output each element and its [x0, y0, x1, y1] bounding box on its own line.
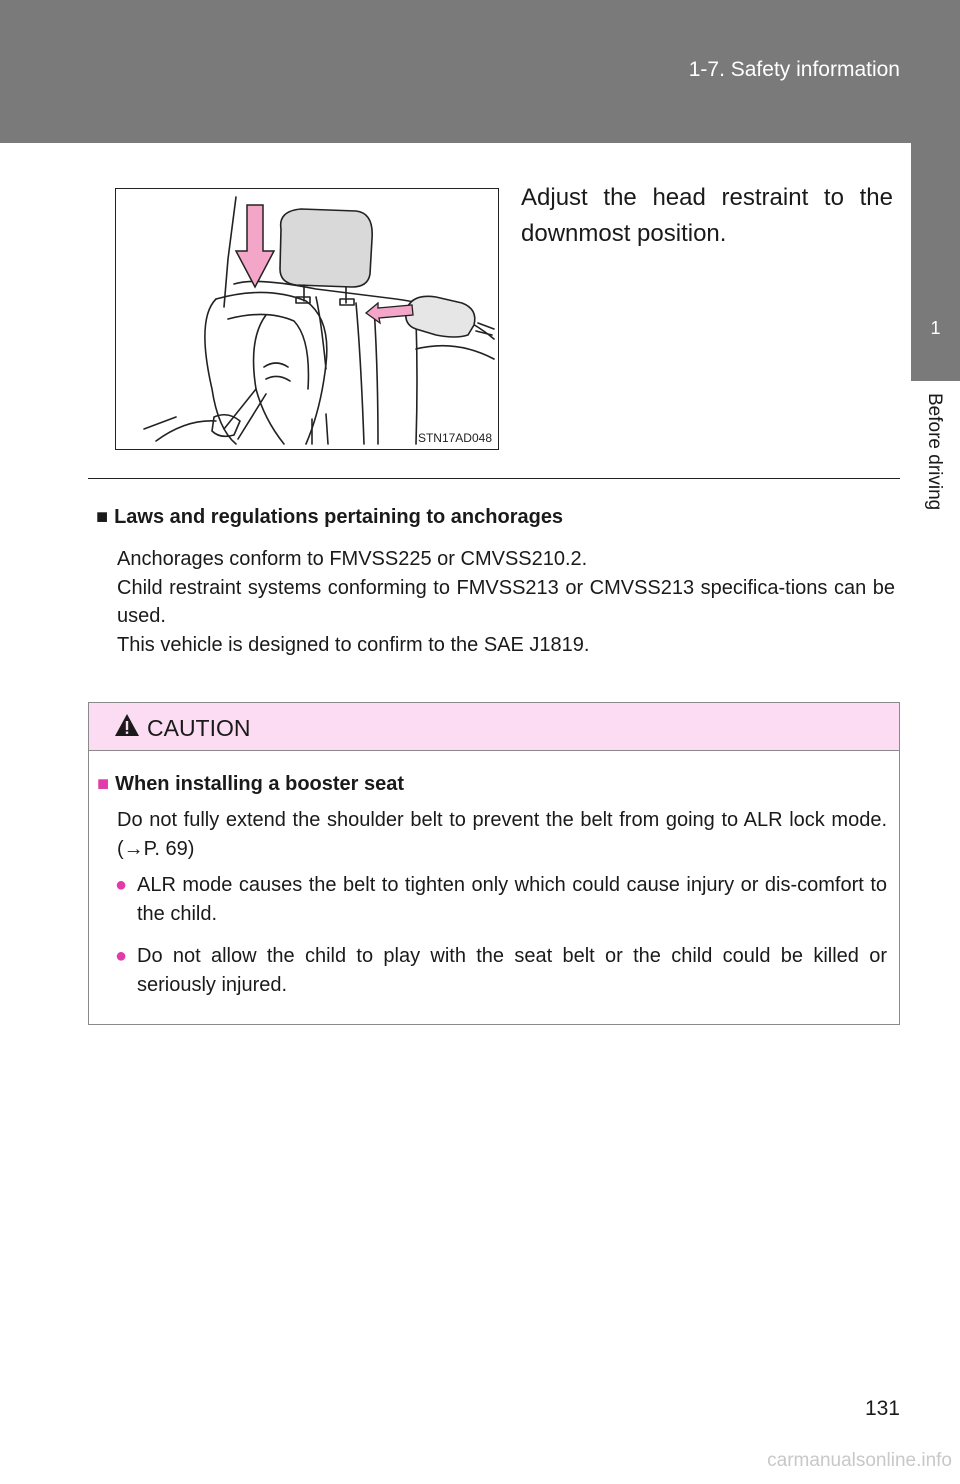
chapter-number: 1 [930, 318, 941, 338]
section-title: 1-7. Safety information [688, 58, 900, 81]
chapter-tab-number [911, 143, 960, 381]
caution-heading-text: When installing a booster seat [115, 773, 405, 795]
section-line: Anchorages conform to FMVSS225 or CMVSS210.2. [117, 548, 588, 570]
figure-caption: Adjust the head restraint to the downmost position. [521, 184, 893, 247]
section-line: Child restraint systems conforming to FMVSS213 or CMVSS213 specifica-tions can be used. [117, 576, 895, 627]
chapter-tab-label [911, 381, 960, 541]
seat-illustration [115, 188, 499, 450]
caution-bullet [115, 942, 887, 999]
caution-bullet [115, 871, 887, 928]
section-line: This vehicle is designed to confirm to the SAE J1819. [117, 633, 590, 656]
heading-marker: ■ [96, 506, 109, 528]
bullet-dot-icon: ● [115, 945, 128, 967]
bullet-dot-icon: ● [115, 874, 128, 896]
section-body [117, 545, 895, 659]
caution-heading [97, 773, 404, 796]
section-heading-text: Laws and regulations pertaining to anchorages [114, 506, 564, 528]
divider [88, 478, 900, 479]
watermark: carmanualsonline.info [767, 1450, 952, 1471]
caution-header [89, 703, 899, 751]
chapter-label: Before driving [924, 393, 945, 511]
seat-drawing [116, 189, 500, 451]
warning-icon [114, 713, 140, 737]
caution-title: CAUTION [147, 715, 251, 741]
caution-box [88, 702, 900, 1025]
page-header [0, 0, 960, 143]
caution-paragraph: Do not fully extend the shoulder belt to prevent the belt from going to ALR lock mode. (→P. 69) [117, 809, 887, 860]
page-number: 131 [864, 1397, 900, 1420]
figure-code: STN17AD048 [417, 431, 492, 445]
section-heading [96, 506, 563, 529]
caution-bullet-text: ALR mode causes the belt to tighten only which could cause injury or dis-comfort to the child. [137, 874, 887, 925]
caution-bullet-text: Do not allow the child to play with the seat belt or the child could be killed or seriously injured. [137, 945, 887, 996]
caution-heading-marker: ■ [97, 773, 110, 795]
